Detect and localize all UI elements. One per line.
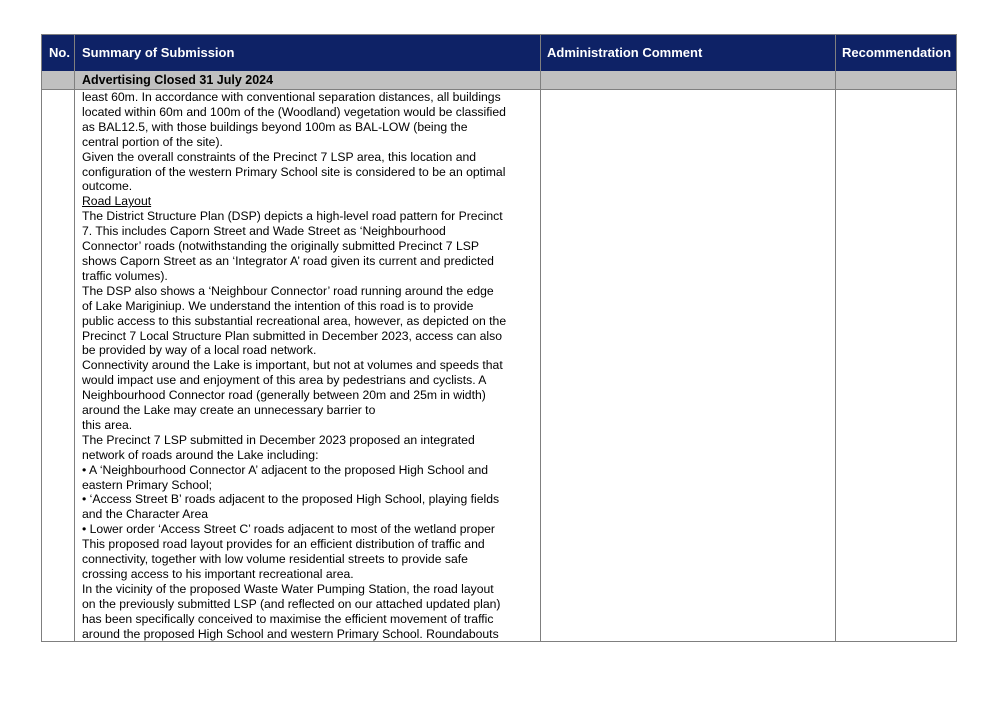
- text-line: located within 60m and 100m of the (Woodland) vegetation would be classified: [82, 104, 506, 119]
- text-line: The DSP also shows a ‘Neighbour Connector’ road running around the edge: [82, 283, 494, 298]
- text-line: This proposed road layout provides for an efficient distribution of traffic and: [82, 537, 485, 552]
- text-line: Neighbourhood Connector road (generally between 20m and 25m in width): [82, 388, 486, 403]
- text-line: and the Character Area: [82, 507, 209, 522]
- text-line: shows Caporn Street as an ‘Integrator A’ road given its current and predicted: [82, 253, 494, 268]
- header-summary: Summary of Submission: [82, 45, 235, 60]
- text-line: around the Lake may create an unnecessary barrier to: [82, 403, 376, 418]
- text-line: crossing access to his important recreational area.: [82, 567, 354, 581]
- bullet-item: • Lower order ‘Access Street C’ roads adjacent to most of the wetland proper: [82, 522, 495, 537]
- text-line: eastern Primary School;: [82, 477, 213, 492]
- bullet-item: • A ‘Neighbourhood Connector A’ adjacent to the proposed High School and: [82, 462, 489, 477]
- column-divider: [835, 35, 836, 641]
- column-divider: [74, 35, 75, 641]
- header-admin-comment: Administration Comment: [547, 45, 703, 60]
- text-line: connectivity, together with low volume residential streets to provide safe: [82, 552, 468, 567]
- text-line: 7. This includes Caporn Street and Wade Street as ‘Neighbourhood: [82, 224, 446, 239]
- bullet-item: • ‘Access Street B’ roads adjacent to the proposed High School, playing fields: [82, 492, 500, 507]
- submissions-table: [41, 34, 957, 642]
- text-line: least 60m. In accordance with conventional separation distances, all buildings: [82, 90, 501, 104]
- text-line: has been specifically conceived to maximise the efficient movement of traffic: [82, 611, 494, 626]
- summary-cell: [82, 90, 542, 642]
- text-line: The Precinct 7 LSP submitted in December 2023 proposed an integrated: [82, 432, 475, 447]
- text-line: configuration of the western Primary School site is considered to be an optimal: [82, 164, 506, 179]
- text-line: central portion of the site).: [82, 134, 223, 149]
- text-line: The District Structure Plan (DSP) depicts a high-level road pattern for Precinct: [82, 209, 503, 224]
- section-heading-row: [42, 71, 956, 90]
- text-line: would impact use and enjoyment of this area by pedestrians and cyclists. A: [82, 373, 487, 388]
- text-line: be provided by way of a local road network.: [82, 343, 317, 358]
- text-line: Connectivity around the Lake is important, but not at volumes and speeds that: [82, 358, 503, 373]
- text-line: public access to this substantial recreational area, however, as depicted on the: [82, 313, 507, 328]
- text-line: In the vicinity of the proposed Waste Water Pumping Station, the road layout: [82, 581, 494, 596]
- header-no: No.: [49, 45, 70, 60]
- text-line: Given the overall constraints of the Precinct 7 LSP area, this location and: [82, 149, 477, 164]
- table-header-row: [42, 35, 956, 71]
- text-line: of Lake Mariginiup. We understand the intention of this road is to provide: [82, 298, 474, 313]
- text-line: network of roads around the Lake including:: [82, 447, 319, 462]
- text-line: Connector’ roads (notwithstanding the originally submitted Precinct 7 LSP: [82, 239, 479, 254]
- text-line: Precinct 7 Local Structure Plan submitted in December 2023, access can also: [82, 328, 503, 343]
- text-line: this area.: [82, 417, 133, 432]
- text-line: around the proposed High School and western Primary School. Roundabouts: [82, 626, 499, 641]
- section-heading: Advertising Closed 31 July 2024: [82, 73, 274, 87]
- header-recommendation: Recommendation: [842, 45, 952, 60]
- subheading-road-layout: Road Layout: [82, 194, 152, 209]
- text-line: on the previously submitted LSP (and reflected on our attached updated plan): [82, 596, 501, 611]
- text-line: traffic volumes).: [82, 268, 168, 283]
- text-line: outcome.: [82, 179, 133, 194]
- text-line: as BAL12.5, with those buildings beyond 100m as BAL-LOW (being the: [82, 119, 468, 134]
